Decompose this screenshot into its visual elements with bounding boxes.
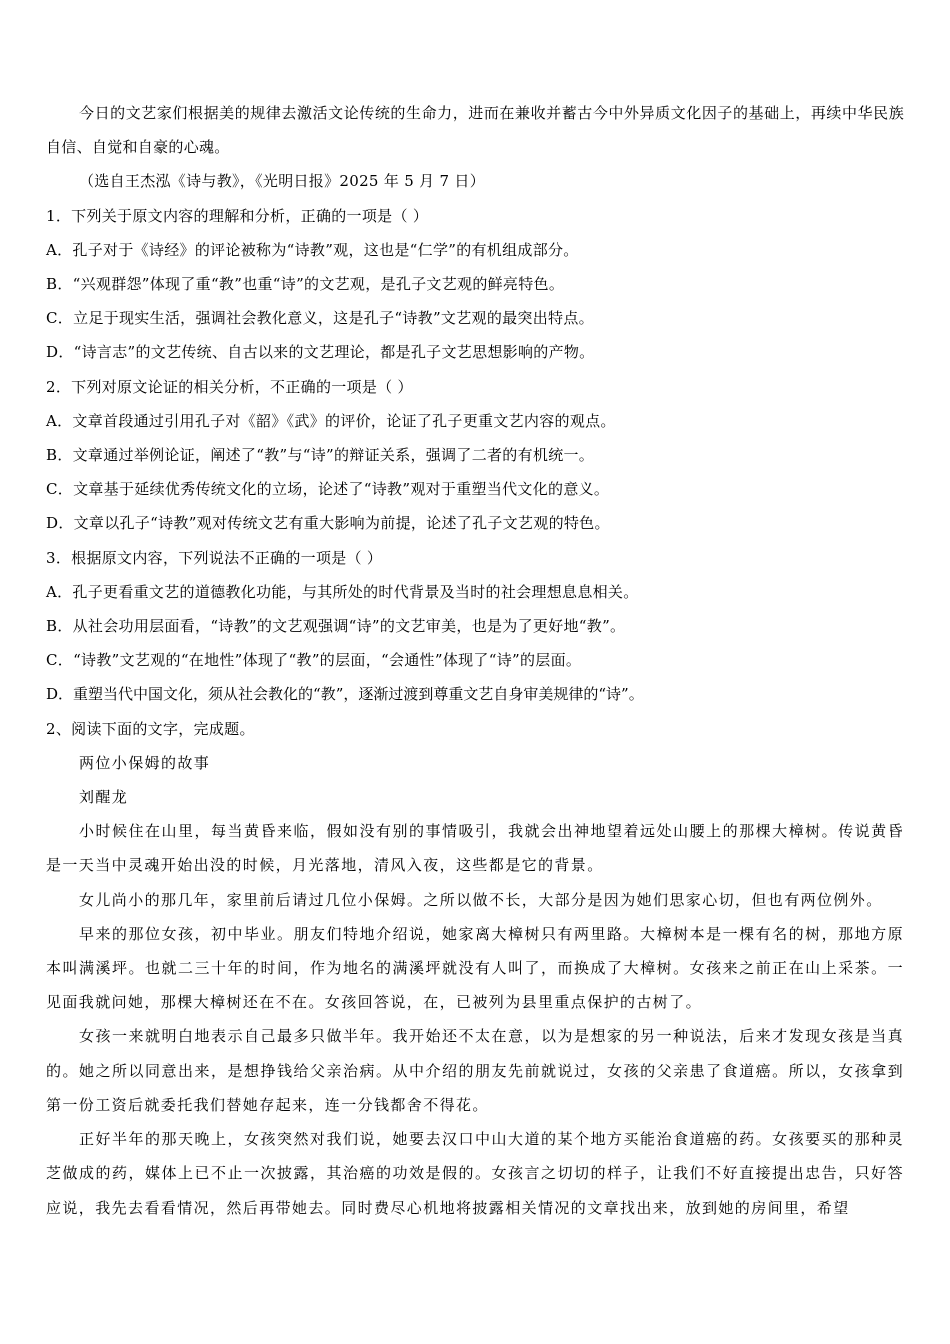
story-title: 两位小保姆的故事 (79, 753, 211, 772)
passage-closing-paragraph: 今日的文艺家们根据美的规律去激活文论传统的生命力，进而在兼收并蓄古今中外异质文化因子的基础上，再续中华民族自信、自觉和自豪的心魂。 (46, 104, 904, 157)
question-2-stem: 2．下列对原文论证的相关分析，不正确的一项是（ ） (46, 377, 413, 396)
question-1-option-d: D．“诗言志”的文艺传统、自古以来的文艺理论，都是孔子文艺思想影响的产物。 (46, 343, 595, 362)
section-2-heading: 2、阅读下面的文字，完成题。 (46, 719, 255, 738)
question-1-stem: 1．下列关于原文内容的理解和分析，正确的一项是（ ） (46, 206, 429, 225)
story-paragraph: 早来的那位女孩，初中毕业。朋友们特地介绍说，她家离大樟树只有两里路。大樟树本是一棵有名的树，那地方原本叫满溪坪。也就二三十年的时间，作为地名的满溪坪就没有人叫了，而换成了大樟树。女孩来之前正在山上采茶。一见面我就问她，那棵大樟树还在不在。女孩回答说，在，已被列为县里重点保护的古树了。 (46, 924, 904, 1012)
question-1-option-b: B．“兴观群怨”体现了重“教”也重“诗”的文艺观，是孔子文艺观的鲜亮特色。 (46, 275, 565, 294)
question-3-option-d: D．重塑当代中国文化，须从社会教化的“教”，逐渐过渡到尊重文艺自身审美规律的“诗”。 (46, 685, 644, 704)
question-2-option-d: D．文章以孔子“诗教”观对传统文艺有重大影响为前提，论述了孔子文艺观的特色。 (46, 514, 610, 533)
question-3-option-c: C．“诗教”文艺观的“在地性”体现了“教”的层面，“会通性”体现了“诗”的层面。 (46, 651, 582, 670)
passage-source: （选自王杰泓《诗与教》，《光明日报》2025 年 5 月 7 日） (79, 172, 486, 191)
question-3-option-a: A．孔子更看重文艺的道德教化功能，与其所处的时代背景及当时的社会理想息息相关。 (46, 582, 639, 601)
question-3-stem: 3．根据原文内容，下列说法不正确的一项是（ ） (46, 548, 383, 567)
story-paragraph: 正好半年的那天晚上，女孩突然对我们说，她要去汉口中山大道的某个地方买能治食道癌的药。女孩要买的那种灵芝做成的药，媒体上已不止一次披露，其治癌的功效是假的。女孩言之切切的样子，让我们不好直接提出忠告，只好答应说，我先去看看情况，然后再带她去。同时费尽心机地将披露相关情况的文章找出来，放到她的房间里，希望 (46, 1130, 904, 1217)
story-author: 刘醒龙 (79, 788, 129, 807)
story-paragraph: 女孩一来就明白地表示自己最多只做半年。我开始还不太在意，以为是想家的另一种说法，后来才发现女孩是当真的。她之所以同意出来，是想挣钱给父亲治病。从中介绍的朋友先前就说过，女孩的父亲患了食道癌。所以，女孩拿到第一份工资后就委托我们替她存起来，连一分钱都舍不得花。 (46, 1027, 904, 1114)
story-paragraph: 女儿尚小的那几年，家里前后请过几位小保姆。之所以做不长，大部分是因为她们思家心切，但也有两位例外。 (79, 890, 883, 909)
question-3-option-b: B．从社会功用层面看，“诗教”的文艺观强调“诗”的文艺审美，也是为了更好地“教”。 (46, 617, 626, 636)
question-2-option-b: B．文章通过举例论证，阐述了“教”与“诗”的辩证关系，强调了二者的有机统一。 (46, 446, 595, 465)
story-paragraph: 小时候住在山里，每当黄昏来临，假如没有别的事情吸引，我就会出神地望着远处山腰上的那棵大樟树。传说黄昏是一天当中灵魂开始出没的时候，月光落地，清风入夜，这些都是它的背景。 (46, 822, 904, 875)
question-1-option-a: A．孔子对于《诗经》的评论被称为“诗教”观，这也是“仁学”的有机组成部分。 (46, 240, 579, 259)
question-2-option-a: A．文章首段通过引用孔子对《韶》《武》的评价，论证了孔子更重文艺内容的观点。 (46, 411, 616, 430)
question-2-option-c: C．文章基于延续优秀传统文化的立场，论述了“诗教”观对于重塑当代文化的意义。 (46, 480, 610, 499)
question-1-option-c: C．立足于现实生活，强调社会教化意义，这是孔子“诗教”文艺观的最突出特点。 (46, 309, 594, 328)
